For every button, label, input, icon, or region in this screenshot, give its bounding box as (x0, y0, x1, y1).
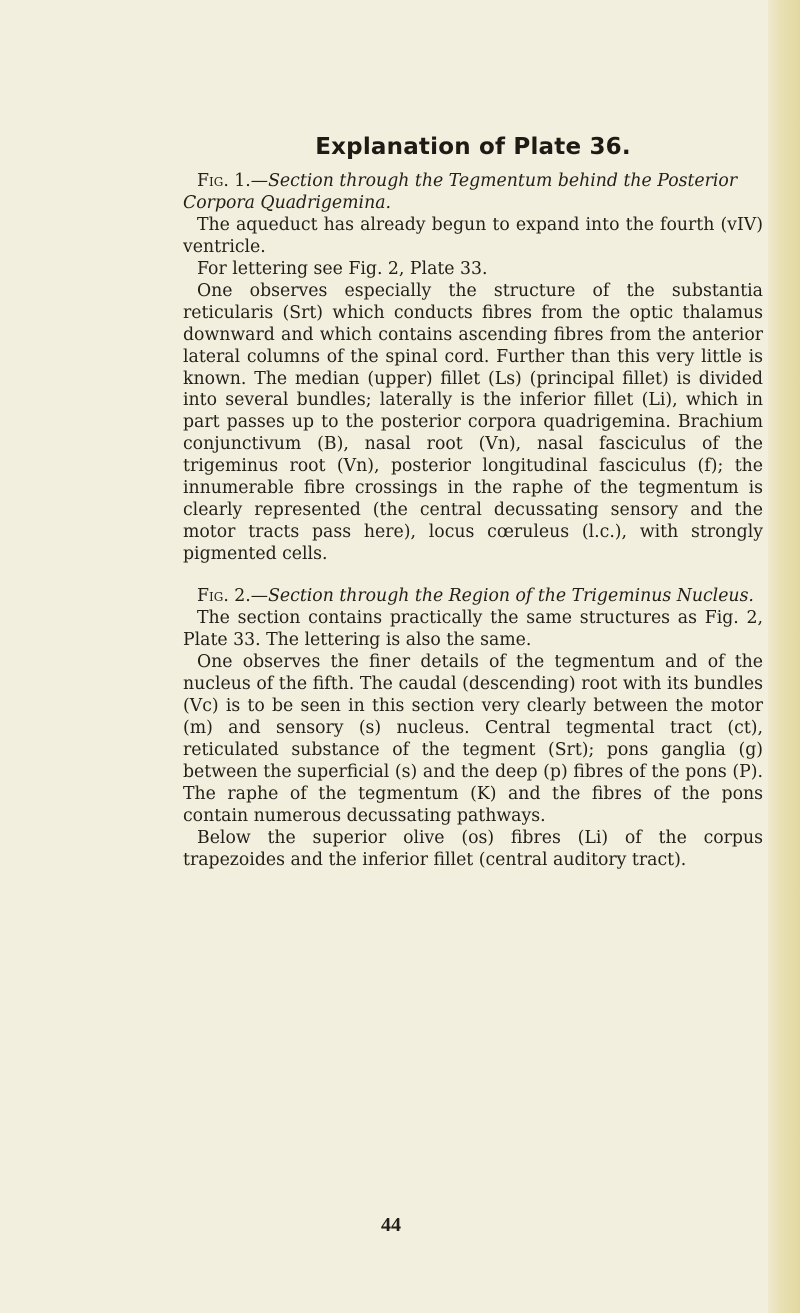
fig2-title (183, 586, 763, 608)
fig1-paragraph: The aqueduct has already begun to expand into the fourth (vIV) ventricle. (183, 214, 763, 257)
fig2-caption: —Section through the Region of the Trigeminus Nucleus. (250, 586, 754, 607)
section-gap (183, 566, 763, 586)
page-content (183, 134, 763, 872)
fig1-paragraph: One observes especially the structure of the substantia reticularis (Srt) which conducts fibres from the optic thalamus downward and which contains ascending fibres from the anterior lateral columns of the spinal cord. Further than this very little is known. The median (upper) fillet (Ls) (principal fillet) is divided into several bundles; laterally is the inferior fillet (Li), which in part passes up to the posterior corpora quadrigemina. Brachium conjunctivum (B), nasal root (Vn), nasal fasciculus of the trigeminus root (Vn), posterior longitudinal fasciculus (f); the innumerable fibre crossings in the raphe of the tegmentum is clearly represented (the central decussating sensory and the motor tracts pass here), locus cœruleus (l.c.), with strongly pigmented cells. (183, 280, 763, 565)
page-number: 44 (381, 1214, 401, 1236)
fig1-title (183, 171, 763, 215)
fig2-label: Fig. 2. (197, 586, 251, 607)
fig1-label: Fig. 1. (197, 170, 251, 191)
page-edge (768, 0, 800, 1313)
fig2-paragraph: One observes the finer details of the tegmentum and of the nucleus of the fifth. The caudal (descending) root with its bundles (Vc) is to be seen in this section very clearly between the motor (m) and sensory (s) nucleus. Central tegmental tract (ct), reticulated substance of the tegment (Srt); pons ganglia (g) between the superficial (s) and the deep (p) fibres of the pons (P). The raphe of the tegmentum (K) and the fibres of the pons contain numerous decussating pathways. (183, 651, 763, 826)
fig1-paragraph: For lettering see Fig. 2, Plate 33. (197, 258, 488, 279)
fig2-paragraph: The section contains practically the same structures as Fig. 2, Plate 33. The lettering is also the same. (183, 608, 763, 651)
fig2-paragraph: Below the superior olive (os) fibres (Li) of the corpus trapezoides and the inferior fillet (central auditory tract). (183, 827, 763, 870)
fig1-caption: —Section through the Tegmentum behind the Posterior Corpora Quadrigemina. (183, 170, 738, 213)
page-title: Explanation of Plate 36. (315, 134, 631, 160)
